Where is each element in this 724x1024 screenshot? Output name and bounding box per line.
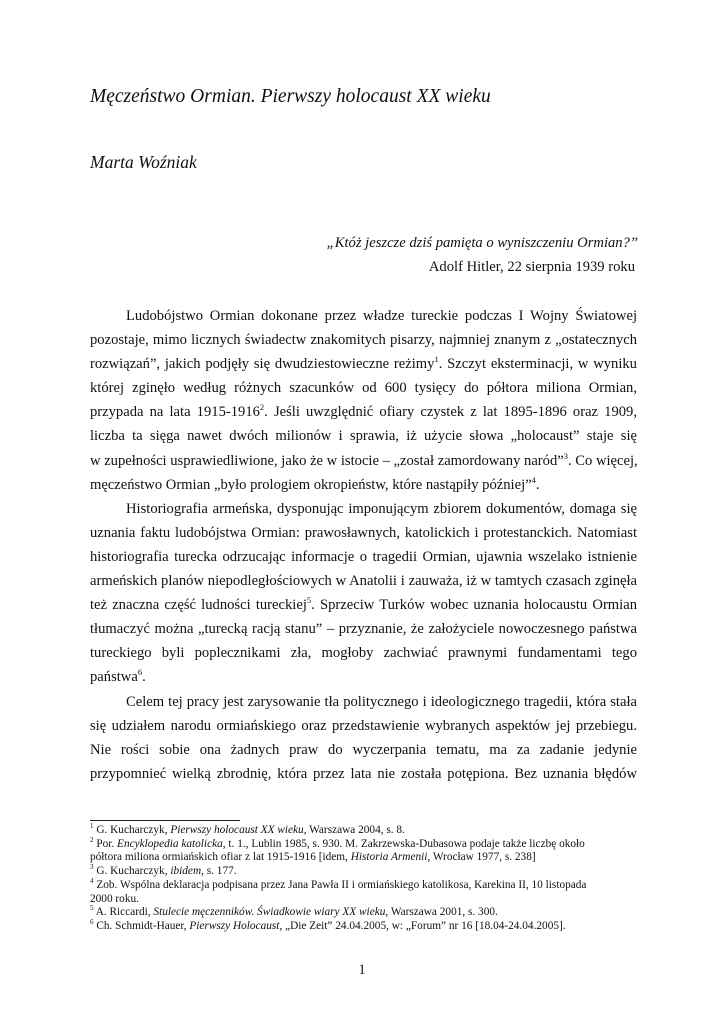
footnote-ref[interactable]: 4 — [531, 474, 536, 485]
body-line: męczeństwo Ormian „było prologiem okropieństw, które nastąpiły później”$^4$. — [90, 474, 540, 493]
epigraph-quote: „Któż jeszcze dziś pamięta o wyniszczeniu Ormian?” — [326, 235, 638, 251]
body-line: uznania faktu ludobójstwa Ormian: prawosławnych, katolickich i protestanckich. Natomiast — [90, 524, 637, 541]
body-line: Celem tej pracy jest zarysowanie tła politycznego i ideologicznego tragedii, która stała — [126, 693, 637, 710]
footnote-ref[interactable]: 6 — [137, 667, 143, 678]
epigraph-source: Adolf Hitler, 22 sierpnia 1939 roku — [428, 259, 635, 275]
body-text — [90, 304, 637, 786]
footnote-4-cont: 2000 roku. — [90, 892, 139, 905]
body-line: Historiografia armeńska, dysponując imponującym zbiorem dokumentów, domaga się — [126, 500, 637, 517]
body-line: państwa$^6$. — [90, 667, 146, 686]
footnotes — [90, 824, 637, 934]
footnote-separator — [90, 820, 240, 821]
body-line: rozwiązań”, jakich podjęły się dwudziestowieczne reżimy$^1$. Szczyt eksterminacji, w wyniku — [90, 354, 637, 373]
footnote-6: $^6$ Ch. Schmidt-Hauer, Pierwszy Holocaust, „Die Zeit” 24.04.2005, w: „Forum” nr 16 [18.04-24.04.2005]. — [90, 918, 566, 932]
body-line: której zginęło według różnych szacunków od 600 tysięcy do półtora miliona Ormian, — [90, 380, 637, 397]
body-line: historiografia turecka odrzucając informacje o tragedii Ormian, ujawnia wszelako istnienie — [90, 548, 637, 565]
footnote-ref[interactable]: 3 — [563, 450, 568, 461]
body-line: liczba ta sięga nawet dwóch milionów i sprawia, iż użycie słowa „holocaust” staje się — [90, 428, 637, 445]
body-line: tłumaczyć można „turecką racją stanu” – przyznanie, że założyciele nowoczesnego państwa — [90, 621, 637, 638]
body-line: Ludobójstwo Ormian dokonane przez władze tureckie podczas I Wojny Światowej — [126, 308, 637, 324]
body-line: przypomnieć wielką zbrodnię, która przez lata nie została potępiona. Bez uznania błędów — [90, 765, 637, 782]
body-line: w zupełności usprawiedliwione, jako że w istocie – „został zamordowany naród”$^3$. Co więcej, — [90, 450, 638, 469]
page-number: 1 — [358, 962, 366, 978]
body-line: Nie rości sobie ona żadnych praw do wyczerpania tematu, ma za zadanie jedynie — [90, 741, 637, 758]
footnote-ref[interactable]: 1 — [434, 354, 439, 365]
body-line: pozostaje, mimo licznych świadectw znakomitych pisarzy, najmniej znanym z „ostatecznych — [90, 332, 637, 349]
body-line: się udziałem narodu ormiańskiego oraz przedstawienie wybranych aspektów jej przebiegu. — [90, 717, 637, 734]
footnote-3: $^3$ G. Kucharczyk, ibidem, s. 177. — [90, 863, 237, 878]
footnote-5: $^5$ A. Riccardi, Stulecie męczenników. Świadkowie wiary XX wieku, Warszawa 2001, s. 300. — [90, 904, 498, 919]
article-title: Męczeństwo Ormian. Pierwszy holocaust XX wieku — [90, 86, 491, 107]
body-line: przypada na lata 1915-1916$^2$. Jeśli uwzględnić ofiary czystek z lat 1895-1896 oraz 1909, — [90, 402, 637, 421]
footnote-4: $^4$ Zob. Wspólna deklaracja podpisana przez Jana Pawła II i ormiańskiego katolikosa, Karekina II, 10 listopada — [90, 877, 587, 891]
author-name: Marta Woźniak — [90, 152, 197, 172]
footnote-2-cont: półtora miliona ormiańskich ofiar z lat 1915-1916 [idem, Historia Armenii, Wrocław 1977, s. 238] — [90, 851, 536, 864]
footnote-1: $^1$ G. Kucharczyk, Pierwszy holocaust XX wieku, Warszawa 2004, s. 8. — [90, 822, 405, 836]
footnote-ref[interactable]: 5 — [306, 595, 312, 606]
footnote-2: $^2$ Por. Encyklopedia katolicka, t. 1., Lublin 1985, s. 930. M. Zakrzewska-Dubasowa podaje także liczbę około — [90, 835, 585, 850]
footnote-ref[interactable]: 2 — [259, 402, 265, 413]
body-line: armeńskich planów niepodległościowych w Anatolii i zauważa, iż w tamtych czasach zginęła — [90, 573, 637, 590]
body-line: też znaczna część ludności tureckiej$^5$. Sprzeciw Turków wobec uznania holocaustu Ormian — [90, 595, 637, 614]
body-line: tureckiego byli poplecznikami zła, mogłoby zachwiać prawnymi fundamentami tego — [90, 645, 637, 662]
